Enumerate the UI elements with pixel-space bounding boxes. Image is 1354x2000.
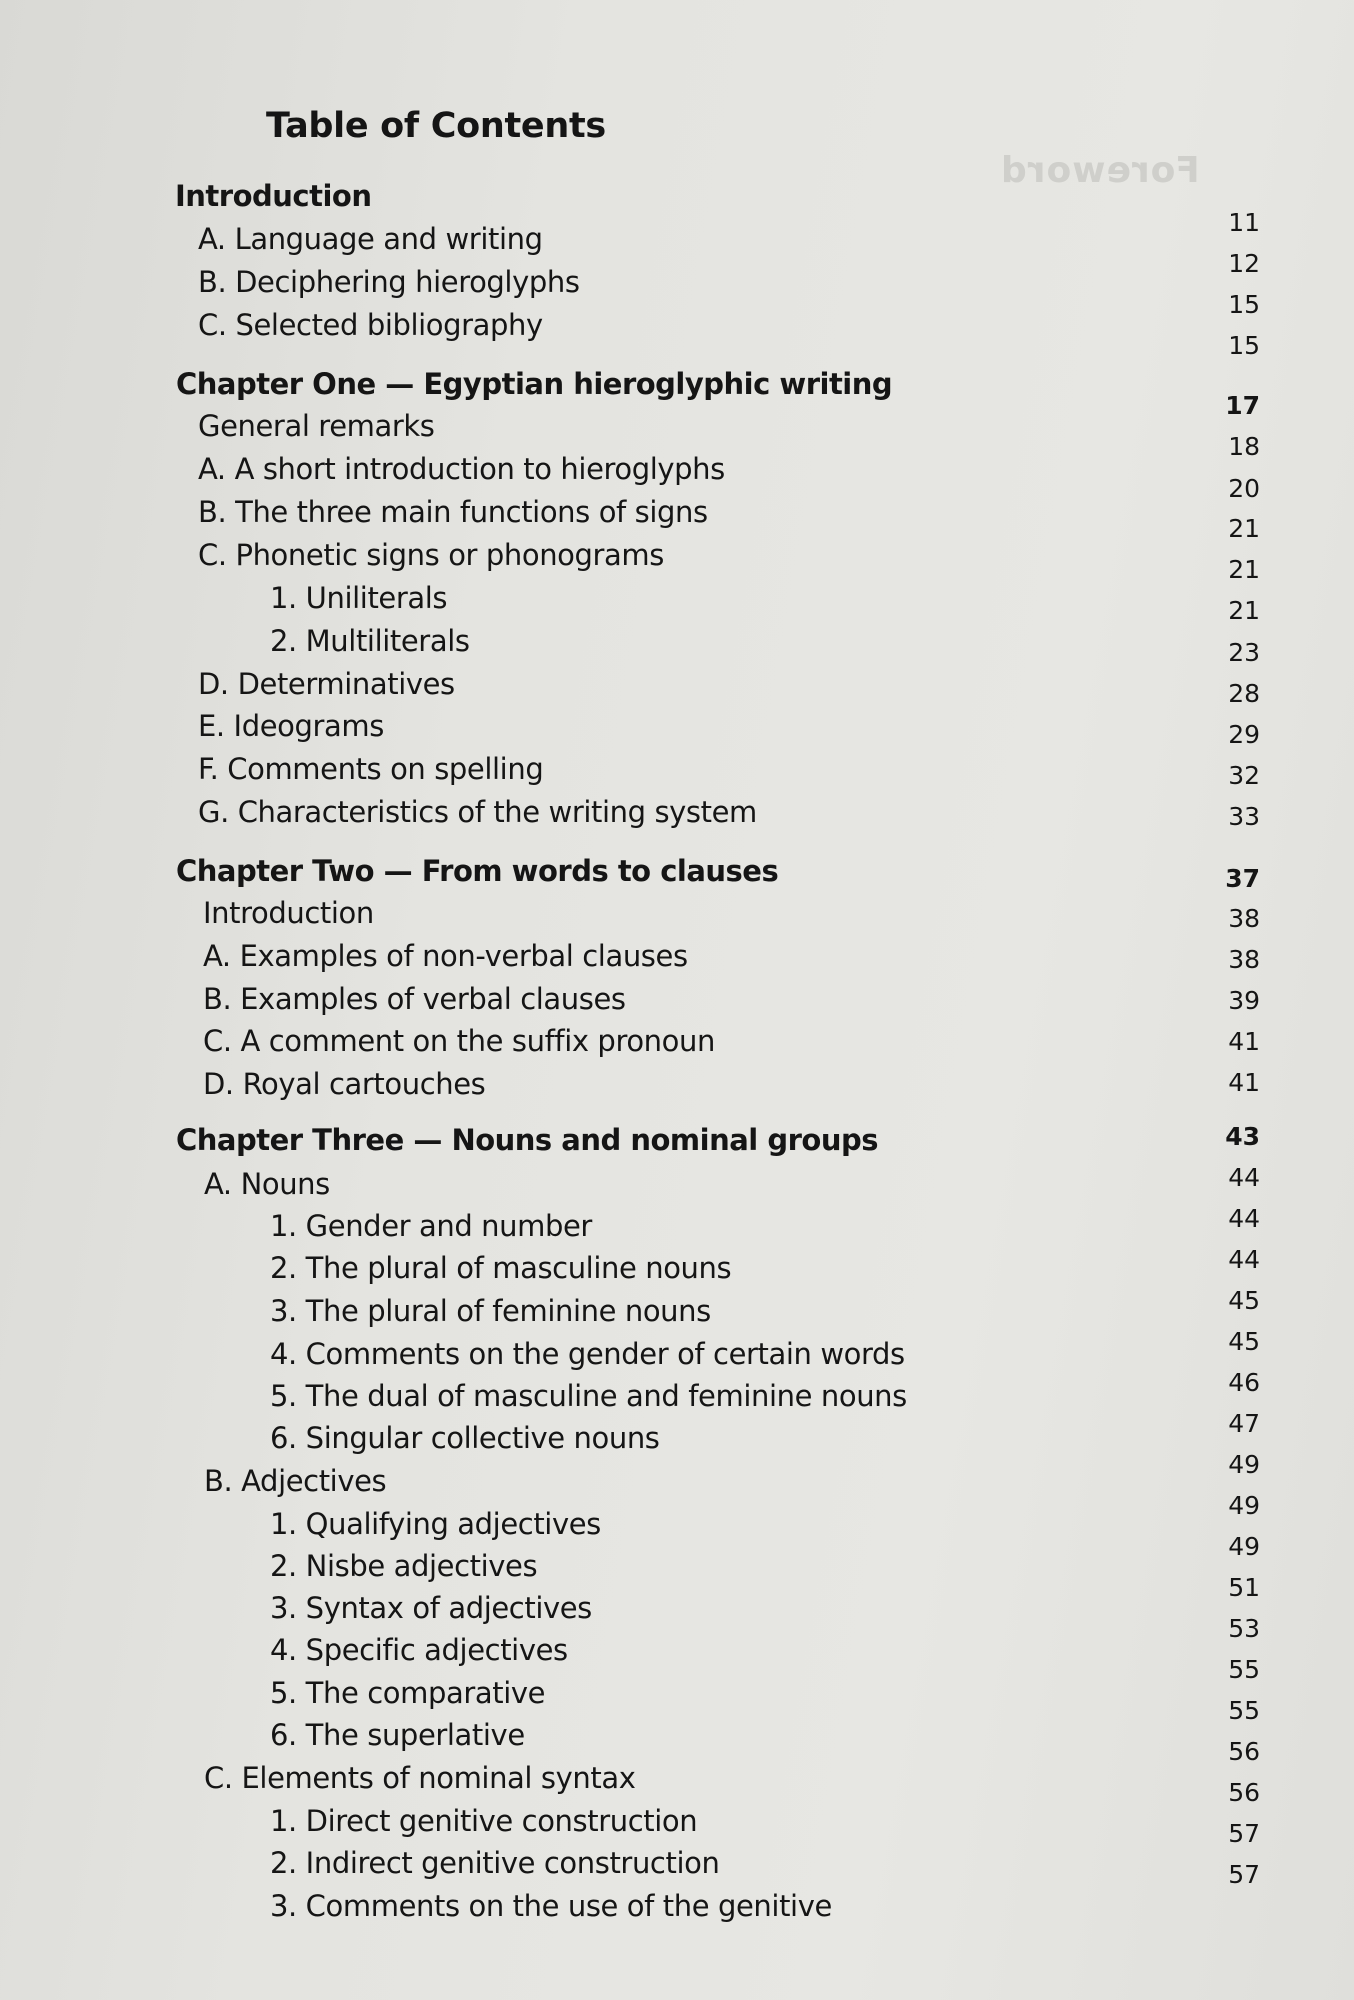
toc-page-number: 38: [1228, 945, 1260, 974]
toc-entry: 6. Singular collective nouns: [270, 1421, 660, 1455]
toc-entry: D. Determinatives: [198, 667, 455, 701]
toc-entry: 4. Specific adjectives: [270, 1633, 568, 1667]
toc-entry: 3. The plural of feminine nouns: [270, 1294, 711, 1328]
toc-chapter-heading: Chapter One — Egyptian hieroglyphic writing: [176, 367, 893, 401]
toc-entry: 5. The comparative: [270, 1676, 546, 1710]
toc-page-number: 11: [1228, 208, 1260, 237]
page-title: Table of Contents: [266, 106, 606, 146]
toc-entry: 3. Comments on the use of the genitive: [270, 1889, 832, 1923]
toc-page-number: 41: [1228, 1068, 1260, 1097]
toc-page-number: 15: [1228, 290, 1260, 319]
toc-entry: C. A comment on the suffix pronoun: [203, 1024, 715, 1058]
toc-entry: General remarks: [198, 409, 435, 443]
toc-entry: 1. Qualifying adjectives: [270, 1507, 601, 1541]
toc-page-number: 18: [1228, 432, 1260, 461]
toc-entry: 3. Syntax of adjectives: [270, 1591, 592, 1625]
toc-entry: 1. Direct genitive construction: [270, 1804, 698, 1838]
toc-entry: 1. Gender and number: [270, 1209, 592, 1243]
toc-page-number: 20: [1228, 474, 1260, 503]
toc-entry: B. Deciphering hieroglyphs: [198, 265, 580, 299]
toc-page-number: 55: [1228, 1696, 1260, 1725]
toc-entry: A. Nouns: [204, 1167, 330, 1201]
toc-entry: B. Adjectives: [204, 1464, 387, 1498]
toc-entry: C. Phonetic signs or phonograms: [198, 538, 664, 572]
toc-page-number: 38: [1228, 904, 1260, 933]
toc-page-number: 44: [1228, 1204, 1260, 1233]
toc-page-number: 37: [1225, 864, 1260, 893]
toc-entry: C. Elements of nominal syntax: [204, 1761, 636, 1795]
toc-entry: 5. The dual of masculine and feminine nouns: [270, 1379, 907, 1413]
toc-page-number: 43: [1225, 1122, 1260, 1151]
toc-page-number: 21: [1228, 555, 1260, 584]
toc-page-number: 44: [1228, 1245, 1260, 1274]
toc-entry: Introduction: [203, 896, 374, 930]
toc-entry: 6. The superlative: [270, 1718, 525, 1752]
toc-page-number: 57: [1228, 1860, 1260, 1889]
toc-page-number: 46: [1228, 1368, 1260, 1397]
toc-entry: 2. The plural of masculine nouns: [270, 1251, 732, 1285]
toc-page-number: 49: [1228, 1491, 1260, 1520]
toc-page-number: 49: [1228, 1532, 1260, 1561]
toc-entry: 1. Uniliterals: [270, 581, 448, 615]
toc-entry: B. The three main functions of signs: [198, 495, 708, 529]
toc-entry: A. Language and writing: [198, 222, 543, 256]
toc-chapter-heading: Introduction: [175, 179, 372, 213]
toc-entry: B. Examples of verbal clauses: [203, 982, 626, 1016]
toc-page-number: 44: [1228, 1163, 1260, 1192]
toc-page-number: 29: [1228, 720, 1260, 749]
toc-page-number: 12: [1228, 249, 1260, 278]
toc-page-number: 45: [1228, 1327, 1260, 1356]
toc-page-number: 47: [1228, 1409, 1260, 1438]
toc-entry: A. Examples of non-verbal clauses: [203, 939, 688, 973]
toc-page-number: 21: [1228, 514, 1260, 543]
toc-entry: F. Comments on spelling: [198, 752, 544, 786]
toc-page-number: 56: [1228, 1778, 1260, 1807]
toc-page-number: 15: [1228, 331, 1260, 360]
toc-page-number: 32: [1228, 761, 1260, 790]
toc-page-number: 39: [1228, 986, 1260, 1015]
toc-page-number: 33: [1228, 802, 1260, 831]
toc-page-number: 23: [1228, 638, 1260, 667]
toc-page-number: 51: [1228, 1573, 1260, 1602]
toc-entry: A. A short introduction to hieroglyphs: [198, 452, 725, 486]
toc-page-number: 53: [1228, 1614, 1260, 1643]
toc-entry: G. Characteristics of the writing system: [198, 795, 757, 829]
toc-page-number: 45: [1228, 1286, 1260, 1315]
toc-entry: 2. Indirect genitive construction: [270, 1846, 720, 1880]
toc-entry: 2. Multiliterals: [270, 624, 470, 658]
toc-page-number: 21: [1228, 596, 1260, 625]
toc-entry: C. Selected bibliography: [198, 308, 543, 342]
toc-page-number: 55: [1228, 1655, 1260, 1684]
toc-entry: E. Ideograms: [198, 709, 384, 743]
toc-chapter-heading: Chapter Two — From words to clauses: [176, 854, 779, 888]
toc-page-number: 56: [1228, 1737, 1260, 1766]
toc-entry: D. Royal cartouches: [203, 1067, 486, 1101]
toc-chapter-heading: Chapter Three — Nouns and nominal groups: [176, 1123, 878, 1157]
toc-page-number: 57: [1228, 1819, 1260, 1848]
toc-entry: 4. Comments on the gender of certain words: [270, 1337, 905, 1371]
toc-page-number: 17: [1225, 391, 1260, 420]
toc-page-number: 49: [1228, 1450, 1260, 1479]
toc-page-number: 28: [1228, 679, 1260, 708]
bleed-through-text: Foreword: [1000, 150, 1200, 191]
toc-page-number: 41: [1228, 1027, 1260, 1056]
toc-entry: 2. Nisbe adjectives: [270, 1549, 538, 1583]
